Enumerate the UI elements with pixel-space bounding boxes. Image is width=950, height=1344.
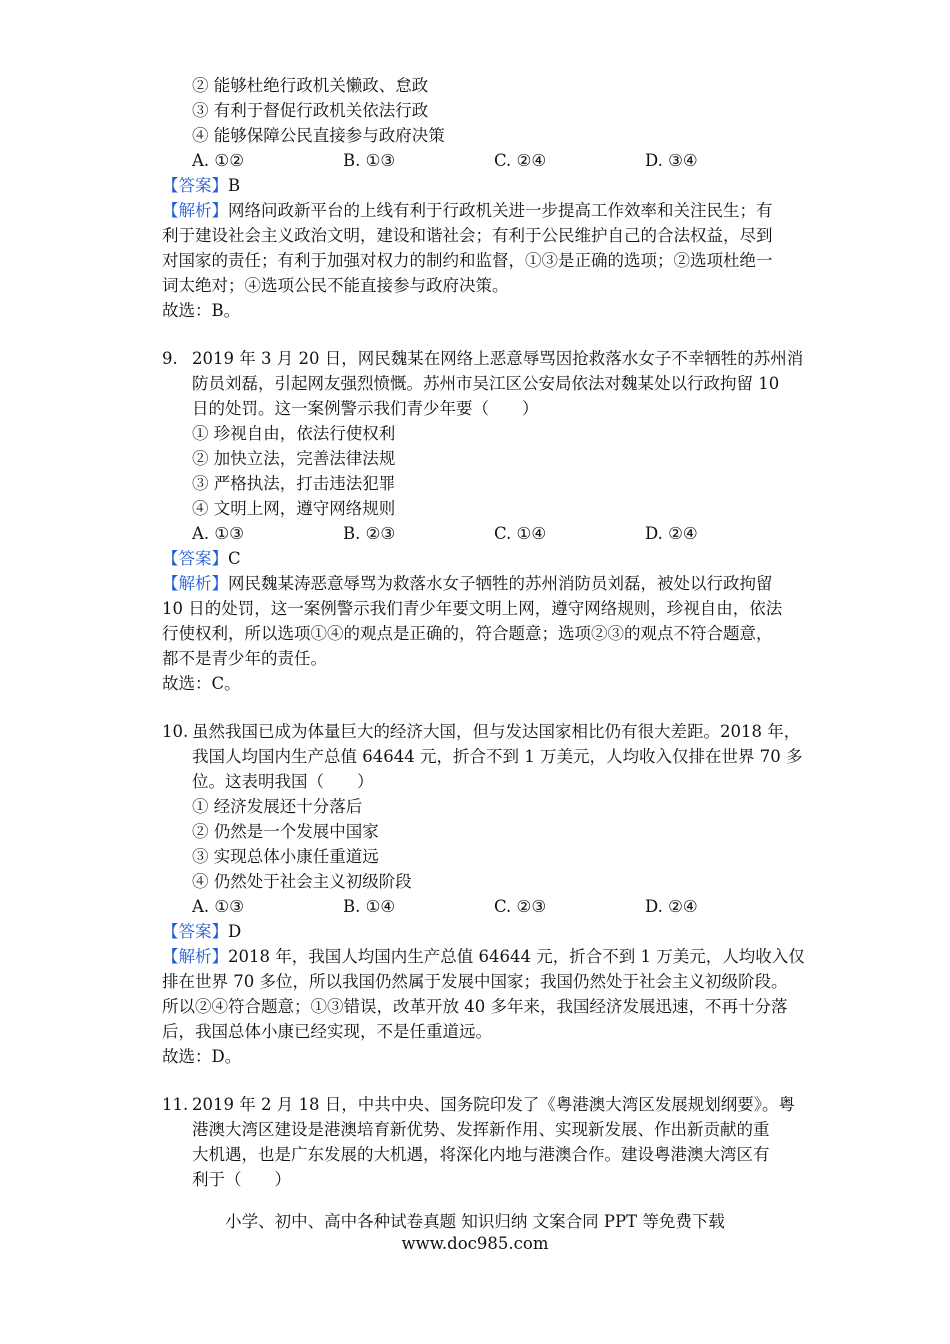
q10-choice-4: ④ 仍然处于社会主义初级阶段 [192, 872, 412, 891]
analysis-tag: 【解析】 [162, 201, 228, 220]
q8-options [192, 149, 752, 173]
q9-choice-1: ① 珍视自由，依法行使权利 [192, 424, 396, 443]
q9-analysis-line-2: 10 日的处罚，这一案例警示我们青少年要文明上网，遵守网络规则，珍视自由，依法 [162, 599, 783, 618]
q11-stem-line-4: 利于（ ） [192, 1170, 291, 1189]
q10-conclusion: 故选：D。 [162, 1047, 242, 1066]
q10-choice-2: ② 仍然是一个发展中国家 [192, 822, 379, 841]
q9-stem-line-3: 日的处罚。这一案例警示我们青少年要（ ） [192, 399, 539, 418]
q9-answer [162, 547, 241, 571]
q10-stem-line-1: 虽然我国已成为体量巨大的经济大国，但与发达国家相比仍有很大差距。2018 年， [192, 722, 801, 741]
q8-analysis-line-1: 【解析】网络问政新平台的上线有利于行政机关进一步提高工作效率和关注民生；有 [162, 201, 773, 220]
q8-analysis-line-4: 词太绝对；④选项公民不能直接参与政府决策。 [162, 276, 509, 295]
q9-analysis-line-3: 行使权利，所以选项①④的观点是正确的，符合题意；选项②③的观点不符合题意， [162, 624, 773, 643]
q9-choice-3: ③ 严格执法，打击违法犯罪 [192, 474, 396, 493]
q10-stem-line-2: 我国人均国内生产总值 64644 元，折合不到 1 万美元，人均收入仅排在世界 70 多 [192, 747, 803, 766]
q11-stem-line-3: 大机遇，也是广东发展的大机遇，将深化内地与港澳合作。建设粤港澳大湾区有 [192, 1145, 770, 1164]
q8-option-a: A. ①② [192, 151, 244, 170]
q8-choice-3: ③ 有利于督促行政机关依法行政 [192, 101, 429, 120]
q9-stem-line-1: 2019 年 3 月 20 日，网民魏某在网络上恶意辱骂因抢救落水女子不幸牺牲的苏州消 [192, 349, 804, 368]
answer-tag: 【答案】 [162, 549, 228, 568]
q9-option-a: A. ①③ [192, 524, 244, 543]
q11-stem-line-1: 2019 年 2 月 18 日，中共中央、国务院印发了《粤港澳大湾区发展规划纲要》。粤 [192, 1095, 795, 1114]
q11-number: 11. [162, 1095, 189, 1114]
q8-answer [162, 174, 240, 198]
q10-choice-1: ① 经济发展还十分落后 [192, 797, 363, 816]
q9-choice-2: ② 加快立法，完善法律法规 [192, 449, 396, 468]
answer-value: B [228, 176, 241, 195]
q10-stem-line-3: 位。这表明我国（ ） [192, 772, 374, 791]
q10-option-c: C. ②③ [494, 897, 547, 916]
answer-value: D [228, 922, 242, 941]
q9-stem-line-2: 防员刘磊，引起网友强烈愤慨。苏州市吴江区公安局依法对魏某处以行政拘留 10 [192, 374, 780, 393]
q10-option-a: A. ①③ [192, 897, 244, 916]
q10-choice-3: ③ 实现总体小康任重道远 [192, 847, 379, 866]
q10-option-b: B. ①④ [343, 897, 396, 916]
footer-website-link[interactable]: www.doc985.com [401, 1234, 549, 1253]
q10-options [192, 895, 752, 919]
q9-option-b: B. ②③ [343, 524, 396, 543]
q8-conclusion: 故选：B。 [162, 301, 241, 320]
analysis-tag: 【解析】 [162, 947, 228, 966]
answer-tag: 【答案】 [162, 176, 228, 195]
q10-analysis-line-1: 【解析】2018 年，我国人均国内生产总值 64644 元，折合不到 1 万美元，人均收入仅 [162, 947, 805, 966]
q9-choice-4: ④ 文明上网，遵守网络规则 [192, 499, 396, 518]
q8-analysis-line-3: 对国家的责任；有利于加强对权力的制约和监督，①③是正确的选项；②选项杜绝一 [162, 251, 773, 270]
answer-value: C [228, 549, 241, 568]
q9-options [192, 522, 752, 546]
q9-option-c: C. ①④ [494, 524, 547, 543]
q11-stem-line-2: 港澳大湾区建设是港澳培育新优势、发挥新作用、实现新发展、作出新贡献的重 [192, 1120, 770, 1139]
q10-option-d: D. ②④ [645, 897, 698, 916]
q10-analysis-line-2: 排在世界 70 多位，所以我国仍然属于发展中国家；我国仍然处于社会主义初级阶段。 [162, 972, 788, 991]
q10-number: 10. [162, 722, 189, 741]
q8-analysis-line-2: 利于建设社会主义政治文明，建设和谐社会；有利于公民维护自己的合法权益，尽到 [162, 226, 773, 245]
q9-analysis-line-4: 都不是青少年的责任。 [162, 649, 327, 668]
q9-conclusion: 故选：C。 [162, 674, 241, 693]
q9-analysis-line-1: 【解析】网民魏某涛恶意辱骂为救落水女子牺牲的苏州消防员刘磊，被处以行政拘留 [162, 574, 773, 593]
q8-option-c: C. ②④ [494, 151, 547, 170]
q8-choice-4: ④ 能够保障公民直接参与政府决策 [192, 126, 445, 145]
q10-answer [162, 920, 241, 944]
answer-tag: 【答案】 [162, 922, 228, 941]
q10-analysis-line-4: 后，我国总体小康已经实现，不是任重道远。 [162, 1022, 492, 1041]
q8-option-d: D. ③④ [645, 151, 698, 170]
q9-number: 9. [162, 349, 178, 368]
q8-choice-2: ② 能够杜绝行政机关懒政、怠政 [192, 76, 429, 95]
q10-analysis-line-3: 所以②④符合题意；①③错误，改革开放 40 多年来，我国经济发展迅速，不再十分落 [162, 997, 788, 1016]
q8-option-b: B. ①③ [343, 151, 396, 170]
q9-option-d: D. ②④ [645, 524, 698, 543]
footer-tagline: 小学、初中、高中各种试卷真题 知识归纳 文案合同 PPT 等免费下载 [225, 1212, 725, 1231]
analysis-tag: 【解析】 [162, 574, 228, 593]
